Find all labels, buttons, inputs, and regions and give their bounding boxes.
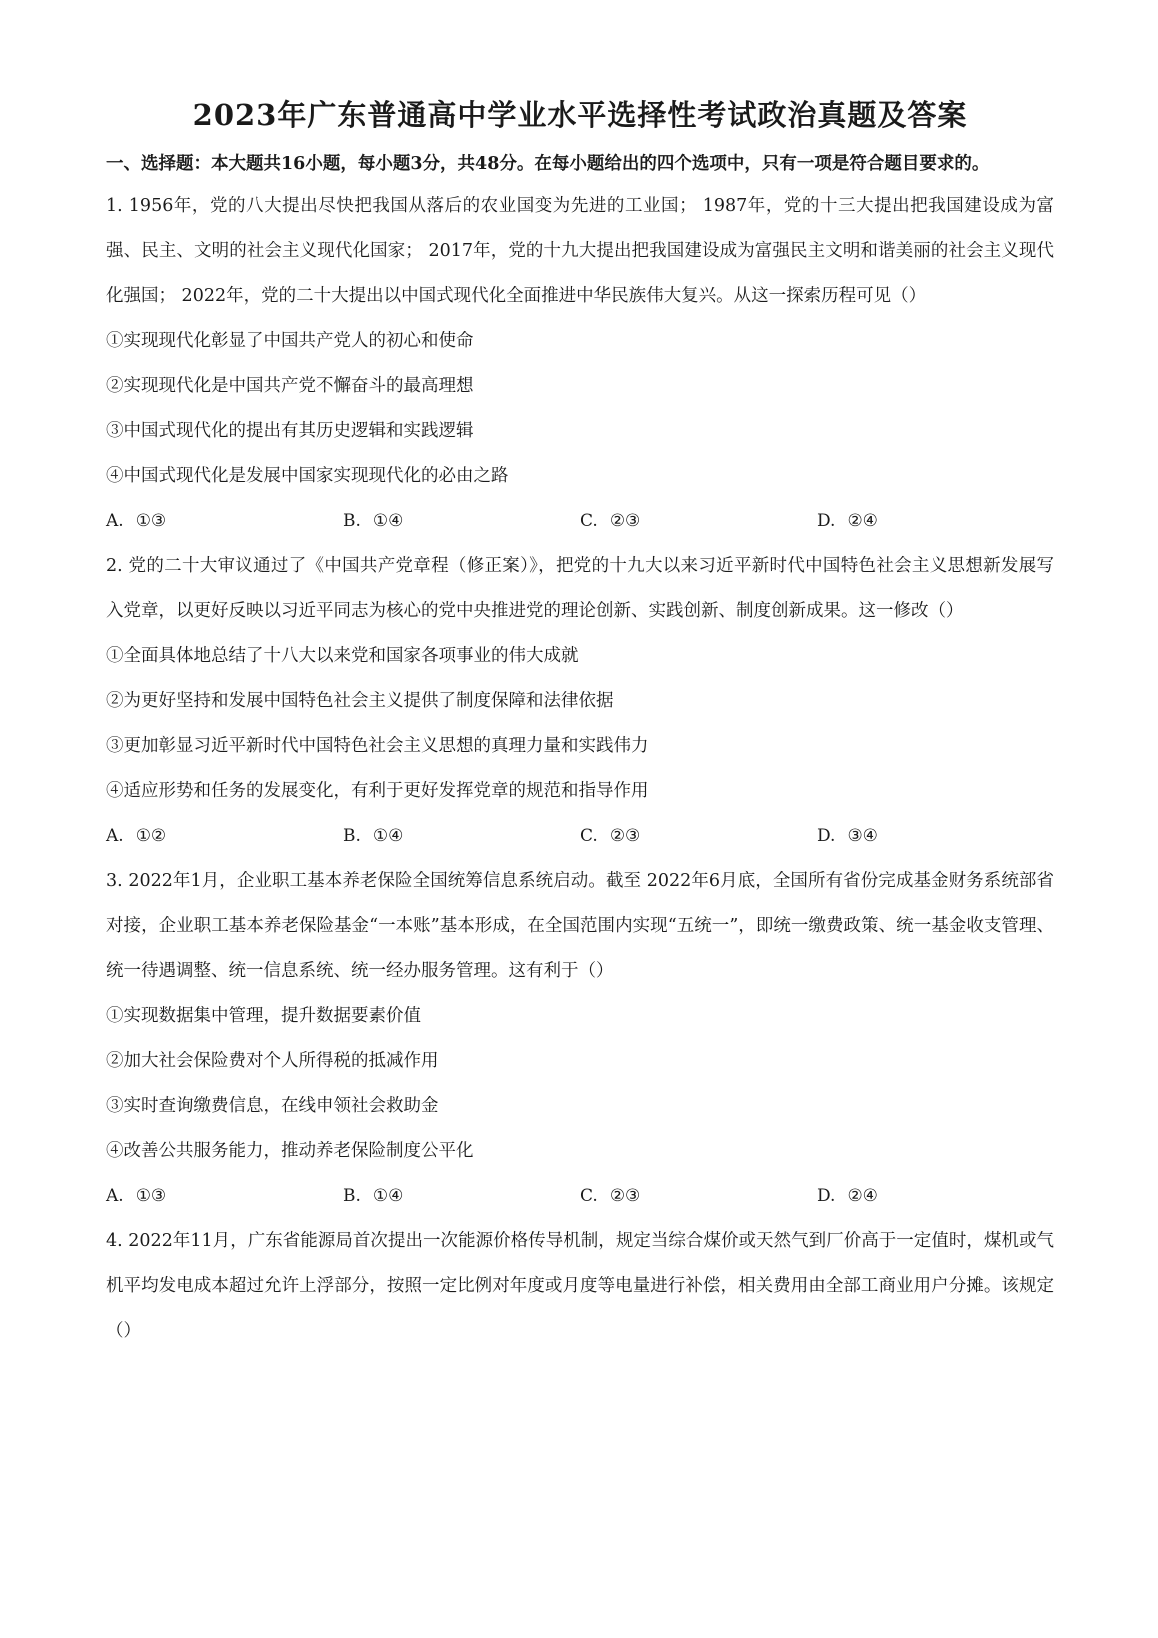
statement-option: ④改善公共服务能力，推动养老保险制度公平化 bbox=[106, 1141, 474, 1161]
statement-option: ②实现现代化是中国共产党不懈奋斗的最高理想 bbox=[106, 376, 474, 396]
question-4 bbox=[106, 1219, 1054, 1354]
statement-option: ③中国式现代化的提出有其历史逻辑和实践逻辑 bbox=[106, 421, 474, 441]
choice-c: C. ②③ bbox=[580, 1186, 641, 1206]
answer-choices bbox=[106, 499, 1054, 544]
choice-c: C. ②③ bbox=[580, 511, 641, 531]
choice-d: D. ③④ bbox=[817, 826, 878, 846]
statement-option: ③更加彰显习近平新时代中国特色社会主义思想的真理力量和实践伟力 bbox=[106, 736, 649, 756]
page-title: 2023年广东普通高中学业水平选择性考试政治真题及答案 bbox=[192, 98, 968, 132]
choice-a: A. ①③ bbox=[106, 511, 167, 531]
choice-a: A. ①② bbox=[106, 826, 167, 846]
statement-option: ②加大社会保险费对个人所得税的抵减作用 bbox=[106, 1051, 439, 1071]
question-stem: 1. 1956年，党的八大提出尽快把我国从落后的农业国变为先进的工业国； 1987年，党的十三大提出把我国建设成为富强、民主、文明的社会主义现代化国家； 2017年，党的十九大提出把我国建设成为富强民主文明和谐美丽的社会主义现代化强国； 2022年，党的二十大提出以中国式现代化全面推进中华民族伟大复兴。从这一探索历程可见（） bbox=[106, 196, 1054, 306]
statement-option: ②为更好坚持和发展中国特色社会主义提供了制度保障和法律依据 bbox=[106, 691, 614, 711]
section-header: 一、选择题：本大题共16小题，每小题3分，共48分。在每小题给出的四个选项中，只有一项是符合题目要求的。 bbox=[106, 154, 990, 174]
statement-option: ①实现数据集中管理，提升数据要素价值 bbox=[106, 1006, 421, 1026]
choice-b: B. ①④ bbox=[343, 511, 404, 531]
choice-b: B. ①④ bbox=[343, 1186, 404, 1206]
choice-d: D. ②④ bbox=[817, 511, 878, 531]
choice-b: B. ①④ bbox=[343, 826, 404, 846]
statement-option: ③实时查询缴费信息，在线申领社会救助金 bbox=[106, 1096, 439, 1116]
question-stem: 4. 2022年11月，广东省能源局首次提出一次能源价格传导机制，规定当综合煤价或天然气到厂价高于一定值时，煤机或气机平均发电成本超过允许上浮部分，按照一定比例对年度或月度等电量进行补偿，相关费用由全部工商业用户分摊。该规定（） bbox=[106, 1231, 1054, 1341]
choice-a: A. ①③ bbox=[106, 1186, 167, 1206]
statement-option: ④中国式现代化是发展中国家实现现代化的必由之路 bbox=[106, 466, 509, 486]
question-3 bbox=[106, 859, 1054, 1219]
question-stem: 2. 党的二十大审议通过了《中国共产党章程（修正案）》，把党的十九大以来习近平新时代中国特色社会主义思想新发展写入党章，以更好反映以习近平同志为核心的党中央推进党的理论创新、实践创新、制度创新成果。这一修改（） bbox=[106, 556, 1054, 621]
choice-c: C. ②③ bbox=[580, 826, 641, 846]
choice-d: D. ②④ bbox=[817, 1186, 878, 1206]
answer-choices bbox=[106, 814, 1054, 859]
statement-option: ①实现现代化彰显了中国共产党人的初心和使命 bbox=[106, 331, 474, 351]
statement-option: ①全面具体地总结了十八大以来党和国家各项事业的伟大成就 bbox=[106, 646, 579, 666]
question-1 bbox=[106, 184, 1054, 544]
question-2 bbox=[106, 544, 1054, 859]
answer-choices bbox=[106, 1174, 1054, 1219]
statement-option: ④适应形势和任务的发展变化，有利于更好发挥党章的规范和指导作用 bbox=[106, 781, 649, 801]
question-stem: 3. 2022年1月，企业职工基本养老保险全国统筹信息系统启动。截至 2022年6月底，全国所有省份完成基金财务系统部省对接，企业职工基本养老保险基金“一本账”基本形成，在全国范围内实现“五统一”，即统一缴费政策、统一基金收支管理、统一待遇调整、统一信息系统、统一经办服务管理。这有利于（） bbox=[106, 871, 1054, 981]
